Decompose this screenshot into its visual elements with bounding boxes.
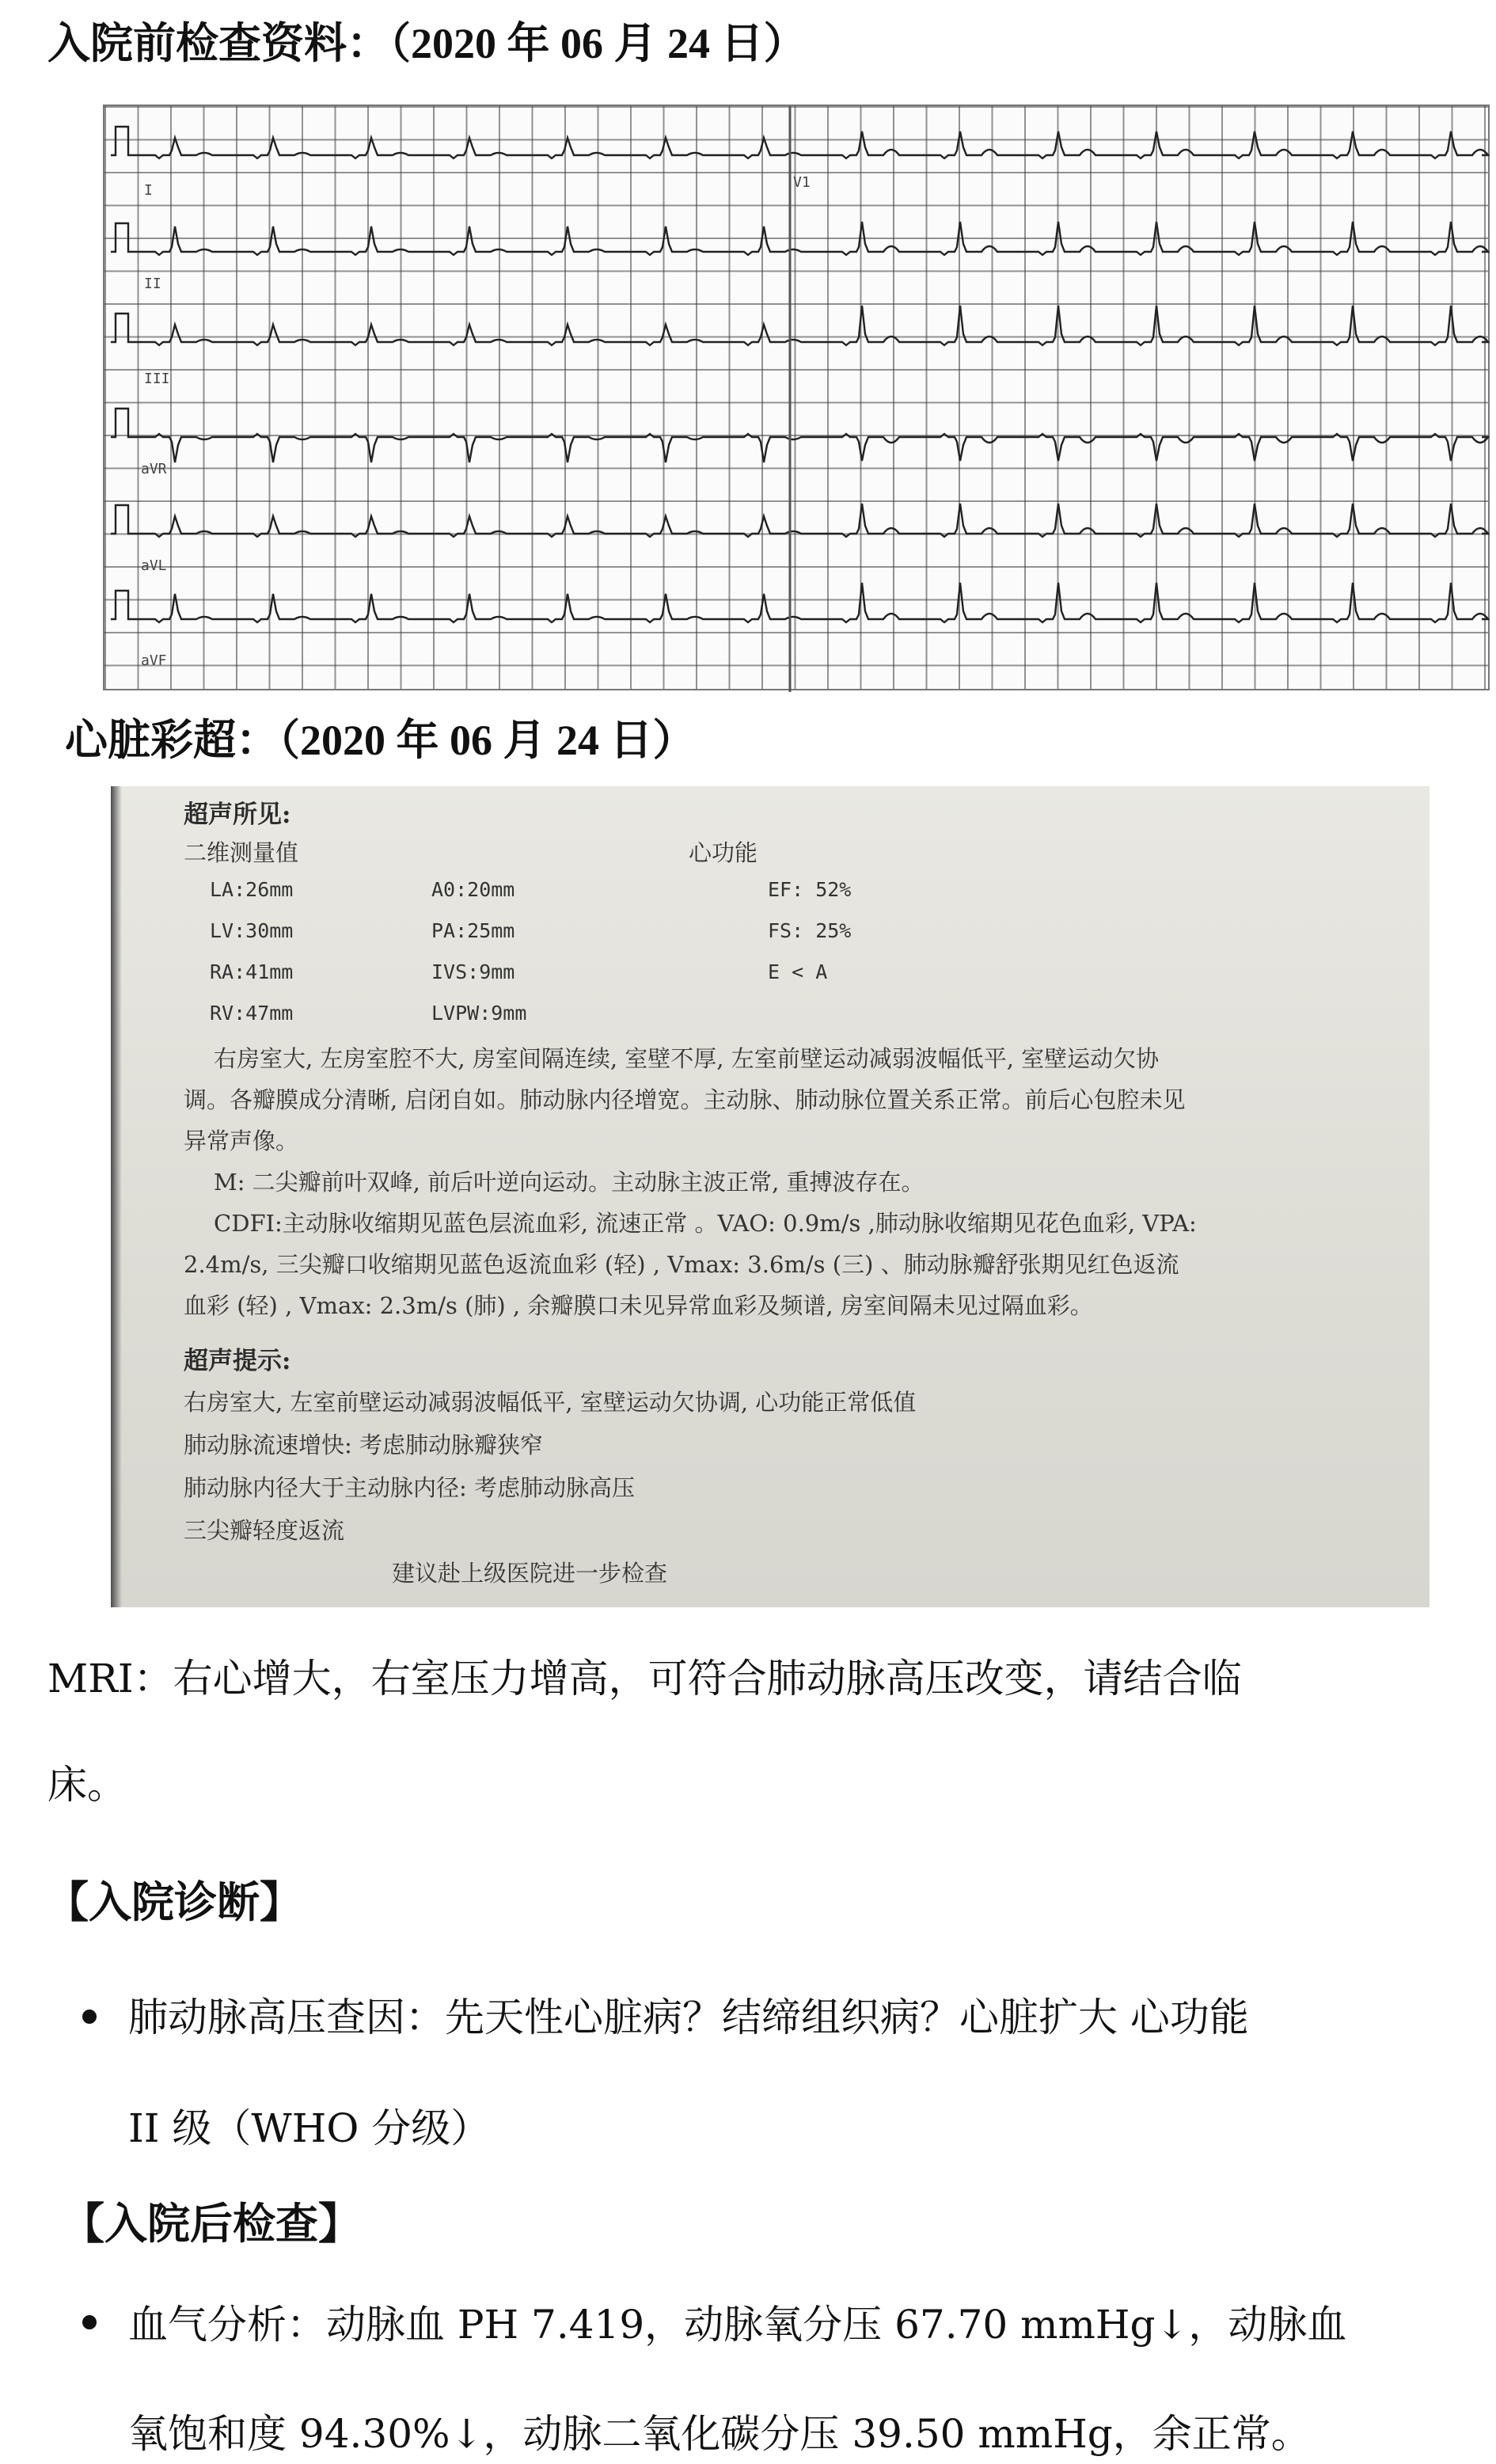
- pre-admission-heading: [47, 16, 807, 71]
- admission-diagnosis-line-2: II 级（WHO 分级）: [128, 2105, 491, 2151]
- ecg-lead-label-avr: aVR: [141, 461, 167, 477]
- function-heading: 心功能: [689, 839, 758, 866]
- blood-gas-line-2: 氧饱和度 94.30%↓，动脉二氧化碳分压 39.50 mmHg，余正常。: [128, 2411, 1311, 2457]
- measure-heading: 二维测量值: [184, 839, 299, 866]
- hint-line-2: 肺动脉流速增快: 考虑肺动脉瓣狭窄: [184, 1432, 543, 1458]
- ecg-lead-label-v1: V1: [793, 174, 811, 191]
- recommendation: 建议赴上级医院进一步检查: [392, 1560, 668, 1587]
- pre-admission-title: 入院前检查资料：: [47, 18, 389, 68]
- measure-pa: PA:25mm: [431, 919, 515, 942]
- cdfi-line-2: 2.4m/s, 三尖瓣口收缩期见蓝色返流血彩 (轻) , Vmax: 3.6m/s (三) 、肺动脉瓣舒张期见红色返流: [184, 1251, 1179, 1278]
- ecg-trace: [111, 409, 1488, 462]
- mri-line-1: MRI：右心增大，右室压力增高，可符合肺动脉高压改变，请结合临: [47, 1656, 1242, 1702]
- admission-diagnosis-line-1: 肺动脉高压查因：先天性心脏病？结缔组织病？心脏扩大 心功能: [128, 1994, 1249, 2040]
- measure-la: LA:26mm: [210, 878, 294, 901]
- bullet-dot: [82, 2315, 97, 2329]
- ecg-lead-label-ii: II: [144, 276, 161, 292]
- ecg-trace: [111, 222, 1488, 255]
- measure-rv: RV:47mm: [210, 1002, 294, 1025]
- pre-admission-date: （2020 年 06 月 24 日）: [389, 20, 807, 67]
- ecg-trace: [111, 583, 1488, 622]
- findings-heading: 超声所见:: [184, 800, 291, 829]
- hint-line-4: 三尖瓣轻度返流: [184, 1517, 345, 1544]
- cdfi-line-3: 血彩 (轻) , Vmax: 2.3m/s (肺) , 余瓣膜口未见异常血彩及频谱, 房室间隔未见过隔血彩。: [184, 1292, 1093, 1319]
- ecg-traces: [104, 106, 1491, 692]
- ecg-lead-label-iii: III: [144, 371, 170, 387]
- measure-ra: RA:41mm: [210, 960, 294, 983]
- ecg-lead-label-i: I: [144, 182, 153, 199]
- findings-line-1: 右房室大, 左房室腔不大, 房室间隔连续, 室壁不厚, 左室前壁运动减弱波幅低平, 室壁运动欠协: [214, 1045, 1160, 1072]
- measure-lvpw: LVPW:9mm: [431, 1002, 527, 1025]
- hint-line-3: 肺动脉内径大于主动脉内径: 考虑肺动脉高压: [184, 1474, 635, 1501]
- measure-ivs: IVS:9mm: [431, 960, 515, 983]
- mmode-line: M: 二尖瓣前叶双峰, 前后叶逆向运动。主动脉主波正常, 重搏波存在。: [214, 1169, 925, 1196]
- findings-line-2: 调。各瓣膜成分清晰, 启闭自如。肺动脉内径增宽。主动脉、肺动脉位置关系正常。前后心包腔未见: [184, 1086, 1186, 1113]
- cdfi-line-1: CDFI:主动脉收缩期见蓝色层流血彩, 流速正常 。VAO: 0.9m/s ,肺动脉收缩期见花色血彩, VPA:: [214, 1210, 1197, 1237]
- echo-heading: [65, 713, 696, 768]
- ecg-trace: [111, 504, 1488, 537]
- echo-report-image: [111, 786, 1430, 1607]
- measure-lv: LV:30mm: [210, 919, 294, 942]
- mri-line-2: 床。: [47, 1762, 127, 1808]
- hint-line-1: 右房室大, 左室前壁运动减弱波幅低平, 室壁运动欠协调, 心功能正常低值: [184, 1389, 917, 1416]
- bullet-dot: [82, 2010, 97, 2024]
- measure-fs: FS: 25%: [768, 919, 852, 942]
- blood-gas-line-1: 血气分析：动脉血 PH 7.419，动脉氧分压 67.70 mmHg↓，动脉血: [128, 2302, 1347, 2348]
- ecg-lead-label-avf: aVF: [141, 652, 167, 669]
- ecg-image: [103, 105, 1490, 690]
- findings-line-3: 异常声像。: [184, 1127, 299, 1154]
- measure-ef: EF: 52%: [768, 878, 852, 901]
- photo-shadow: [111, 786, 122, 1607]
- measure-ea: E < A: [768, 960, 828, 983]
- ecg-lead-label-avl: aVL: [141, 557, 167, 574]
- measure-ao: A0:20mm: [431, 878, 515, 901]
- echo-date: （2020 年 06 月 24 日）: [279, 717, 696, 764]
- ecg-trace: [111, 306, 1488, 345]
- ecg-trace: [111, 127, 1488, 158]
- echo-title: 心脏彩超：: [65, 715, 279, 765]
- hint-heading: 超声提示:: [184, 1347, 291, 1375]
- admission-diagnosis-heading: 【入院诊断】: [46, 1877, 302, 1927]
- post-admission-heading: 【入院后检查】: [62, 2199, 361, 2249]
